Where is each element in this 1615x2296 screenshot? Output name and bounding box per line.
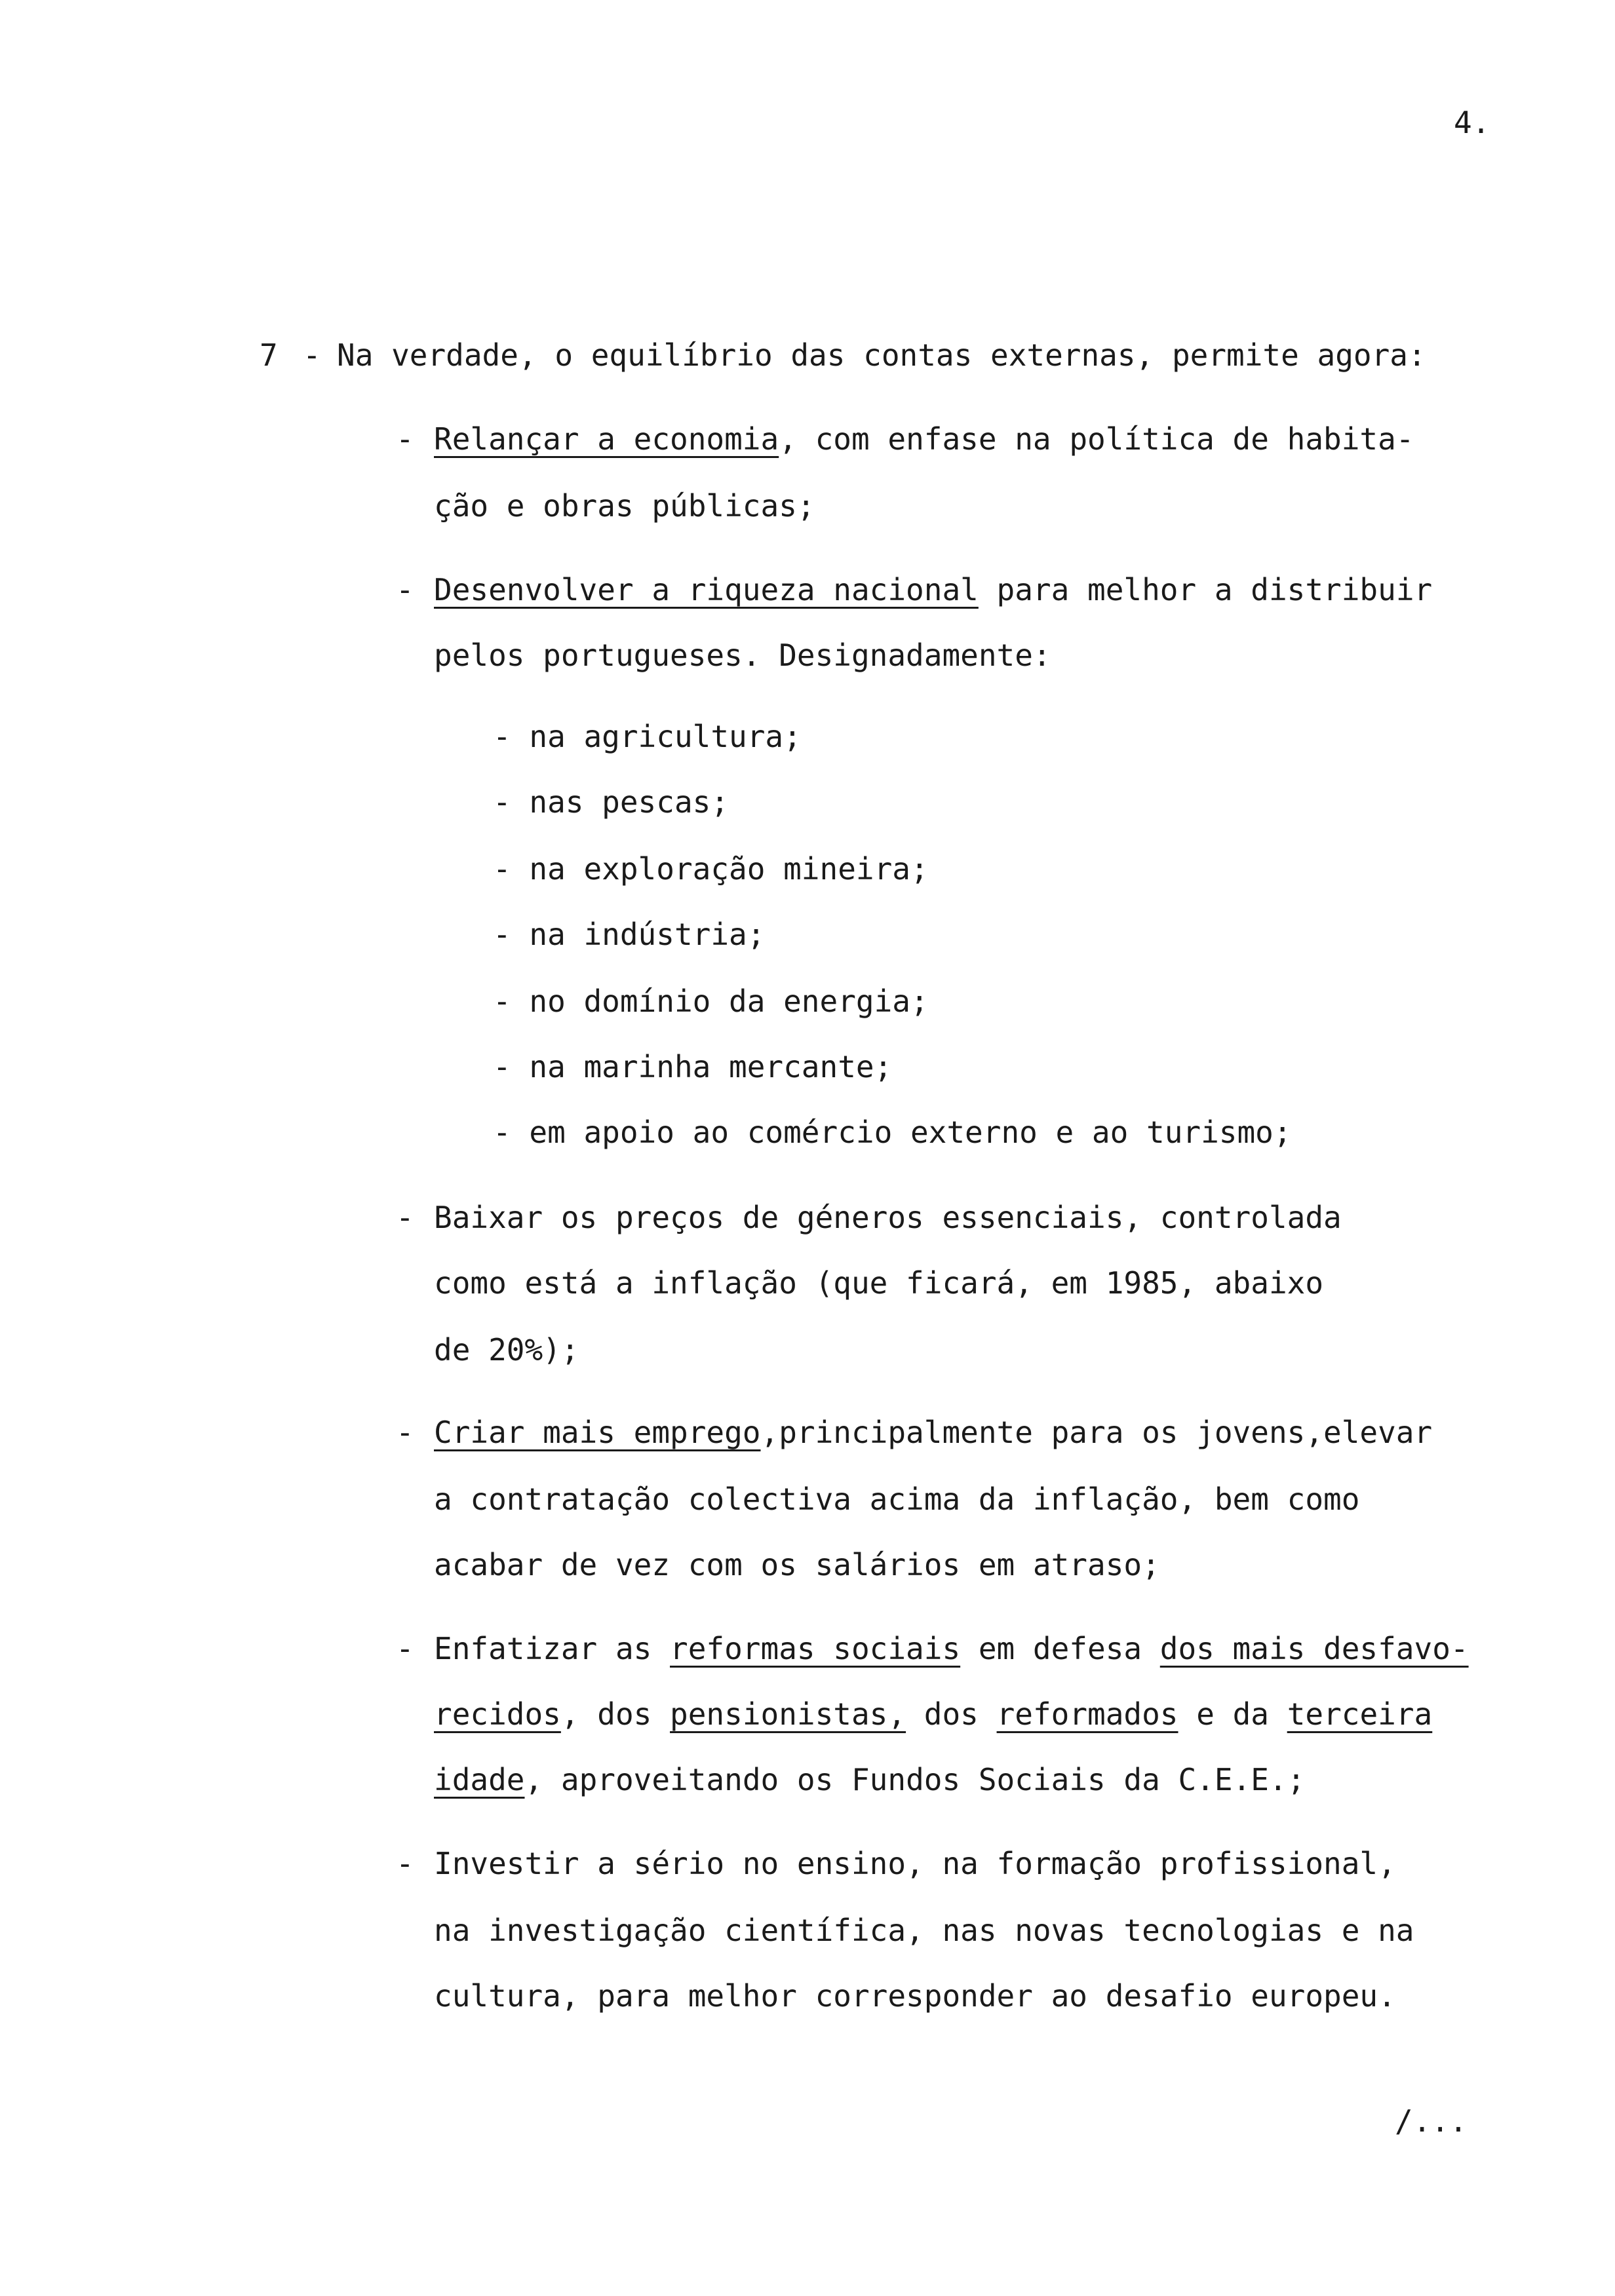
b5-text-e: e da [1178,1696,1287,1732]
intro-dash: - [303,337,321,373]
b3-line1: Baixar os preços de géneros essenciais, controlada [434,1200,1342,1235]
b2-line1 [434,570,1432,609]
sub-item-agricultura: - na agricultura; [493,719,802,754]
intro-number: 7 [260,337,278,373]
b5-underlined-reformas: reformas sociais [670,1631,961,1666]
sub-item-comercio: - em apoio ao comércio externo e ao turismo; [493,1115,1292,1150]
b5-text-b: em defesa [960,1631,1160,1666]
b6-line1: Investir a sério no ensino, na formação profissional, [434,1846,1396,1881]
b4-underlined: Criar mais emprego [434,1415,761,1450]
sub-item-mineira: - na exploração mineira; [493,851,929,887]
b2-dash: - [396,572,414,607]
b5-underlined-reformados: reformados [996,1696,1178,1732]
b5-line2 [434,1694,1432,1734]
b6-line2: na investigação científica, nas novas tecnologias e na [434,1913,1414,1948]
b1-dash: - [396,421,414,457]
sub-item-marinha: - na marinha mercante; [493,1049,893,1084]
b5-underlined-terceira: terceira [1287,1696,1433,1732]
b2-underlined: Desenvolver a riqueza nacional [434,572,979,607]
b2-text1: para melhor a distribuir [978,572,1433,607]
sub-item-energia: - no domínio da energia; [493,984,929,1019]
page-number: 4. [1454,105,1490,140]
b1-line1 [434,419,1414,459]
b4-line3: acabar de vez com os salários em atraso; [434,1547,1160,1582]
b4-line1 [434,1413,1432,1452]
b4-dash: - [396,1415,414,1450]
b3-line2: como está a inflação (que ficará, em 1985, abaixo [434,1265,1324,1301]
b5-text-c: , dos [560,1696,671,1732]
b5-underlined-recidos: recidos [434,1696,561,1732]
continuation-mark: /... [1395,2103,1468,2139]
b6-dash: - [396,1846,414,1881]
b1-line2: ção e obras públicas; [434,488,815,524]
sub-item-industria: - na indústria; [493,917,766,952]
b4-text1: ,principalmente para os jovens,elevar [760,1415,1433,1450]
b5-dash: - [396,1631,414,1666]
b5-underlined-idade: idade [434,1762,525,1797]
b6-line3: cultura, para melhor corresponder ao desafio europeu. [434,1978,1396,2014]
sub-item-pescas: - nas pescas; [493,784,730,820]
b2-line2: pelos portugueses. Designadamente: [434,638,1051,673]
intro-text: Na verdade, o equilíbrio das contas externas, permite agora: [337,337,1426,373]
b5-line1 [434,1629,1469,1668]
b5-text-a: Enfatizar as [434,1631,671,1666]
b3-dash: - [396,1200,414,1235]
b4-line2: a contratação colectiva acima da inflação, bem como [434,1482,1360,1517]
b5-line3 [434,1760,1305,1799]
b3-line3: de 20%); [434,1332,579,1368]
b5-text-f: , aproveitando os Fundos Sociais da C.E.E.; [524,1762,1306,1797]
b5-underlined-desfavo: dos mais desfavo- [1159,1631,1469,1666]
b5-text-d: dos [906,1696,997,1732]
b1-underlined: Relançar a economia [434,421,779,457]
b1-text1: , com enfase na política de habita- [779,421,1414,457]
b5-underlined-pensionistas: pensionistas, [670,1696,906,1732]
